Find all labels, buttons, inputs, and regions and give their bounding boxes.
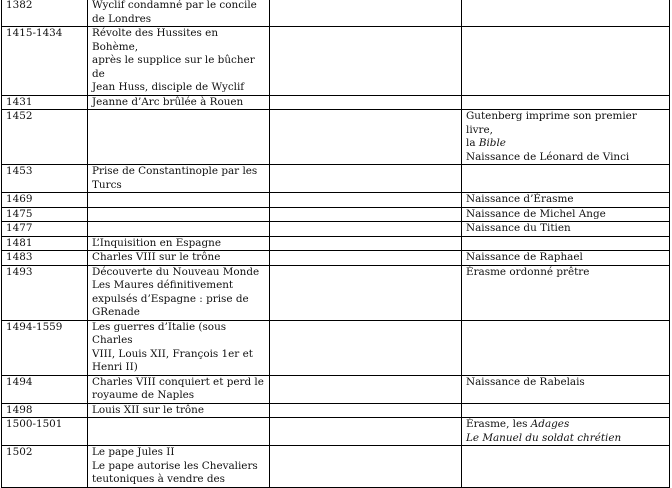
middle-cell (270, 222, 462, 237)
middle-cell (270, 95, 462, 110)
culture-cell (462, 403, 670, 418)
culture-text: Naissance de Léonard de Vinci (466, 150, 630, 163)
table-row (2, 0, 670, 27)
date-cell: 1469 (2, 193, 88, 208)
date-cell: 1493 (2, 265, 88, 320)
table-row (2, 95, 670, 110)
event-cell: Jeanne d’Arc brûlée à Rouen (88, 95, 270, 110)
culture-cell (462, 418, 670, 446)
book-title: Adages (530, 418, 570, 430)
middle-cell (270, 251, 462, 266)
culture-cell (462, 320, 670, 375)
event-cell: Révolte des Hussites en Bohème, après le supplice sur le bûcher de Jean Huss, disciple de Wyclif (88, 27, 270, 96)
middle-cell (270, 110, 462, 165)
event-cell (88, 418, 270, 446)
date-cell: 1452 (2, 110, 88, 165)
book-title: Bible (478, 137, 506, 149)
culture-text: Érasme, les (466, 418, 531, 430)
table-row (2, 110, 670, 165)
culture-cell (462, 110, 670, 165)
event-cell (88, 110, 270, 165)
culture-cell (462, 236, 670, 251)
middle-cell (270, 165, 462, 193)
middle-cell (270, 265, 462, 320)
culture-cell (462, 27, 670, 96)
table-row (2, 236, 670, 251)
middle-cell (270, 236, 462, 251)
middle-cell (270, 0, 462, 27)
table-row (2, 207, 670, 222)
event-cell: Prise de Constantinople par les Turcs (88, 165, 270, 193)
event-cell (88, 207, 270, 222)
table-row (2, 375, 670, 403)
culture-text: Gutenberg imprime son premier livre, la (466, 110, 637, 149)
middle-cell (270, 418, 462, 446)
table-row (2, 222, 670, 237)
middle-cell (270, 320, 462, 375)
date-cell: 1481 (2, 236, 88, 251)
table-row (2, 251, 670, 266)
event-cell: Wyclif condamné par le concile de Londres (88, 0, 270, 27)
date-cell: 1477 (2, 222, 88, 237)
date-cell: 1502 (2, 446, 88, 488)
date-cell: 1500-1501 (2, 418, 88, 446)
event-cell (88, 222, 270, 237)
event-cell: Découverte du Nouveau Monde Les Maures définitivement expulsés d’Espagne : prise de GRenade (88, 265, 270, 320)
table-row (2, 403, 670, 418)
middle-cell (270, 403, 462, 418)
chronology-table (1, 0, 670, 488)
middle-cell (270, 27, 462, 96)
culture-cell: Érasme ordonné prêtre (462, 265, 670, 320)
middle-cell (270, 375, 462, 403)
date-cell: 1415-1434 (2, 27, 88, 96)
event-cell: Louis XII sur le trône (88, 403, 270, 418)
event-cell: L’Inquisition en Espagne (88, 236, 270, 251)
date-cell: 1431 (2, 95, 88, 110)
book-title: Le Manuel du soldat chrétien (466, 431, 622, 444)
culture-cell (462, 95, 670, 110)
culture-cell: Naissance d’Érasme (462, 193, 670, 208)
date-cell: 1475 (2, 207, 88, 222)
date-cell: 1494-1559 (2, 320, 88, 375)
date-cell: 1453 (2, 165, 88, 193)
middle-cell (270, 446, 462, 488)
culture-cell: Naissance du Titien (462, 222, 670, 237)
date-cell: 1498 (2, 403, 88, 418)
table-row (2, 165, 670, 193)
event-cell (88, 193, 270, 208)
table-row (2, 265, 670, 320)
date-cell: 1483 (2, 251, 88, 266)
table-row (2, 418, 670, 446)
table-row (2, 320, 670, 375)
event-cell: Les guerres d’Italie (sous Charles VIII, Louis XII, François 1er et Henri II) (88, 320, 270, 375)
date-cell: 1494 (2, 375, 88, 403)
middle-cell (270, 207, 462, 222)
culture-cell (462, 446, 670, 488)
table-row (2, 193, 670, 208)
culture-cell: Naissance de Michel Ange (462, 207, 670, 222)
event-cell: Charles VIII sur le trône (88, 251, 270, 266)
event-cell: Le pape Jules II Le pape autorise les Chevaliers teutoniques à vendre des (88, 446, 270, 488)
table-row (2, 446, 670, 488)
culture-cell (462, 165, 670, 193)
culture-cell (462, 0, 670, 27)
culture-cell: Naissance de Raphael (462, 251, 670, 266)
middle-cell (270, 193, 462, 208)
table-row (2, 27, 670, 96)
culture-cell: Naissance de Rabelais (462, 375, 670, 403)
date-cell: 1382 (2, 0, 88, 27)
event-cell: Charles VIII conquiert et perd le royaume de Naples (88, 375, 270, 403)
